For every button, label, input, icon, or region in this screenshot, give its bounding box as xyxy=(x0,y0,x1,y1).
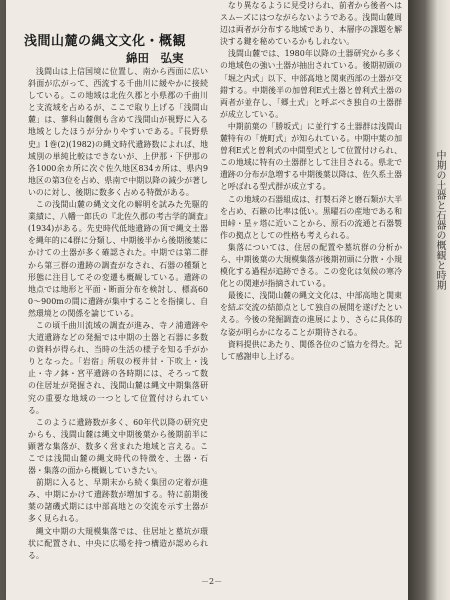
paragraph: 浅間山麓では、1980年以降の土器研究から多くの地域色の強い土器が抽出されている。後期初頭の「堀之内式」以下、中部高地と関東西部の土器が交錯する。中期後半の加曽利E式土器と曽利式土器の両者が並存し、「郷土式」と呼ぶべき独自の土器群が成立している。 xyxy=(220,49,402,119)
paragraph: 最後に、浅間山麓の縄文文化は、中部高地と関東を結ぶ交流の結節点として独自の展開を遂げたといえる。今後の発掘調査の進展により、さらに具体的な姿が明らかになることが期待される。 xyxy=(220,291,402,337)
paragraph: この浅間山麓の縄文文化の解明を試みた先駆的業績に、八幡一郎氏の『北佐久郡の考古学的調査』(1934)がある。先史時代低地遺跡の頂で縄文土器を縄年的に4群に分類し、中期後半から後期後葉にかけての土器が多く確認された。中期では第二群から第三群の遺跡の調査がなされ、石器の種類と形態に注目してその変遷も概観している。遺跡の地点では地形と平面・断面分布を検討し、標高600〜900mの間に遺跡が集中することを指摘し、自然環境との関係を論じている。 xyxy=(28,200,208,318)
adjacent-page-edge xyxy=(408,0,450,600)
author-name: 綿田 弘実 xyxy=(126,51,184,65)
paragraph: 浅間山は上信国境に位置し、南から西面に広い斜面が広がって、西流する千曲川に緩やかに接続している。この地域は北佐久郡と小県郡の千曲川と支流域を占めるが、ここで取り上げる「浅間山麓」は、蓼科山麓側も含めて浅間山が視野に入る地域としたほうが分かりやすいである。『長野県史』1巻(2)(1982)の縄文時代遺跡数によれば、地域別の単純比較はできないが、上伊那・下伊那の各1000余カ所に次ぐ佐久地区834カ所は、県内9地区の第3位を占め、県南で中期以降の減少が著しいのに対し、後期に数多く占める特徴がある。 xyxy=(28,67,208,197)
paragraph: この頃千曲川流域の調査が進み、寺ノ浦遺跡や大道遺跡などの発掘では中期の土器と石器に多数の資料が得られ、当時の生活の様子を知る手がかりとなった。「岩宿」所収の桜井甘・下吹上・浅止・寺ノ鉢・宮平遺跡の各時期には、そろって数の住居址が発掘され、浅間山麓は縄文中期集落研究の重要な地域の一つとして位置付けられている。 xyxy=(28,320,208,415)
paragraph: 前期に入ると、早期末から続く集団の定着が進み、中期にかけて遺跡数が増加する。特に前期後葉の諸磯式期には中部高地との交流を示す土器が多く見られる。 xyxy=(28,478,208,524)
paragraph: 縄文中期の大規模集落では、住居址と墓坑が環状に配置され、中央に広場を持つ構造が認められる。 xyxy=(28,526,208,560)
paragraph: 資料提供にあたり、関係各位のご協力を得た。記して感謝申し上げる。 xyxy=(220,339,402,361)
paragraph: このように遺跡数が多く、60年代以降の研究史からも、浅間山麓は縄文中期後葉から後期前半に顕著な集落が、数多く営まれた地域と言える。ここでは浅間山麓の縄文時代の特徴を、土器・石器・集落の面から概観していきたい。 xyxy=(28,417,208,476)
page-number: －2－ xyxy=(201,577,223,586)
paragraph: この地域の石器組成は、打製石斧と磨石類が大半を占め、石鏃の比率は低い。黒曜石の産地である和田峠・星ヶ塔に近いことから、原石の流通と石器製作の拠点としての性格も考えられる。 xyxy=(220,194,402,240)
paragraph: 集落については、住居の配置や墓坑群の分析から、中期後葉の大規模集落が後期初頭に分散・小規模化する過程が追跡できる。この変化は気候の寒冷化との関連が指摘されている。 xyxy=(220,242,402,289)
left-column xyxy=(28,66,208,562)
article-title: 浅間山麓の縄文文化・概観 xyxy=(24,34,187,49)
paragraph: 中期前葉の「勝坂式」に並行する土器群は浅間山麓特有の「焼町式」が知られている。中期中葉の加曽利E式と曽利式の中間型式として位置付けられ、この地域に特有の土器群として注目される。県北で遺跡の分布が急増する中期後葉以降は、佐久系土器と呼ばれる型式群が成立する。 xyxy=(220,121,402,192)
adjacent-page-text: 中期の土器と石器の概観と時期 xyxy=(434,150,445,290)
document-page xyxy=(6,0,410,600)
paragraph: なり異なるように見受けられ、前者から後者へはスムーズにはつながらないようである。浅間山麓周辺は両者が分布する地域であり、本層序の課題を解決する鍵を秘めているかもしれない。 xyxy=(220,1,402,47)
right-column xyxy=(220,0,402,363)
